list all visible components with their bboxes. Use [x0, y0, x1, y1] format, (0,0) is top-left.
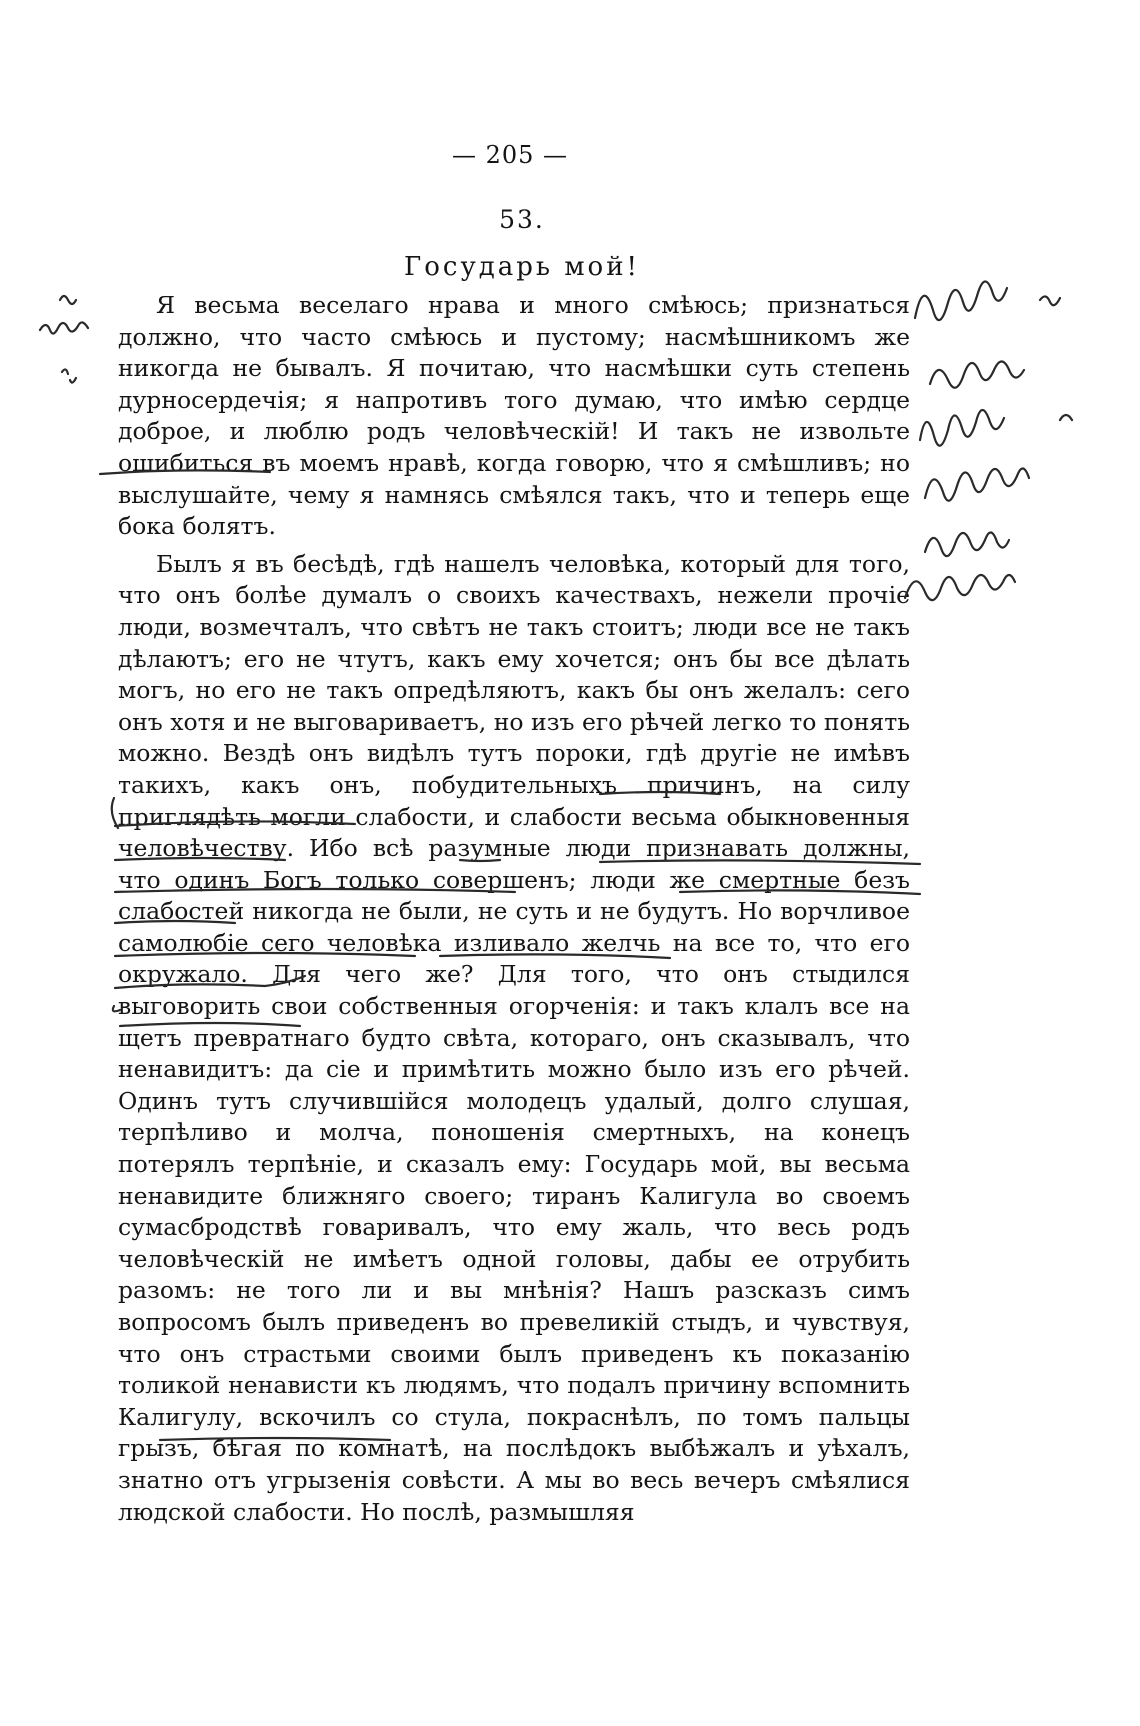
letter-body — [118, 290, 910, 1528]
right-margin-scribble-3 — [920, 410, 1072, 446]
right-margin-scribble-4 — [925, 468, 1029, 500]
right-margin-scribble-5 — [925, 532, 1009, 556]
right-margin-scribble-2 — [930, 361, 1024, 387]
salutation: Государь мой! — [404, 252, 640, 282]
paragraph-2: Былъ я въ бесѣдѣ, гдѣ нашелъ человѣка, который для того, что онъ болѣе думалъ о своихъ качествахъ, нежели прочіе люди, возмечталъ, что свѣтъ не такъ стоитъ; люди все не такъ дѣлаютъ; его не чтутъ, какъ ему хочется; онъ бы все дѣлать могъ, но его не такъ опредѣляютъ, какъ бы онъ желалъ: сего онъ хотя и не выговариваетъ, но изъ его рѣчей легко то понять можно. Вездѣ онъ видѣлъ тутъ пороки, гдѣ другіе не имѣвъ такихъ, какъ онъ, побудительныхъ причинъ, на силу приглядѣть могли слабости, и слабости весьма обыкновенныя человѣчеству. Ибо всѣ разумные люди признавать должны, что одинъ Богъ только совершенъ; люди же смертные безъ слабостей никогда не были, не суть и не будутъ. Но ворчливое самолюбіе сего человѣка изливало желчь на все то, что его окружало. Для чего же? Для того, что онъ стыдился выговорить свои собственныя огорченія: и такъ клалъ все на щетъ превратнаго будто свѣта, котораго, онъ сказывалъ, что ненавидитъ: да сіе и примѣтить можно было изъ его рѣчей. Одинъ тутъ случившійся молодецъ удалый, долго слушая, терпѣливо и молча, поношенія смертныхъ, на конецъ потерялъ терпѣніе, и сказалъ ему: Государь мой, вы весьма ненавидите ближняго своего; тиранъ Калигула во своемъ сумасбродствѣ говаривалъ, что ему жаль, что весь родъ человѣческій не имѣетъ одной головы, дабы ее отрубить разомъ: не того ли и вы мнѣнія? Нашъ разсказъ симъ вопросомъ былъ приведенъ во превеликій стыдъ, и чувствуя, что онъ страстьми своими былъ приведенъ къ показанію толикой ненависти къ людямъ, что подалъ причину вспомнить Калигулу, вскочилъ со стула, покраснѣлъ, по томъ пальцы грызъ, бѣгая по комнатѣ, на послѣдокъ выбѣжалъ и уѣхалъ, знатно отъ угрызенія совѣсти. А мы во весь вечеръ смѣялися людской слабости. Но послѣ, размышляя — [118, 549, 910, 1526]
left-margin-scribble — [40, 296, 88, 383]
letter-number: 53. — [499, 205, 545, 234]
page-number: — 205 — — [451, 141, 569, 169]
paragraph-1: Я весьма веселаго нрава и много смѣюсь; признаться должно, что часто смѣюсь и пустому; насмѣшникомъ же никогда не бывалъ. Я почитаю, что насмѣшки суть степень дурносердечія; я напротивъ того думаю, что имѣю сердце доброе, и люблю родъ человѣческій! И такъ не извольте ошибиться въ моемъ нравѣ, когда говорю, что я смѣшливъ; но выслушайте, чему я намнясь смѣялся такъ, что и теперь еще бока болятъ. — [118, 291, 910, 541]
right-margin-scribble-6 — [905, 575, 1015, 600]
right-margin-scribble-1 — [915, 281, 1060, 320]
